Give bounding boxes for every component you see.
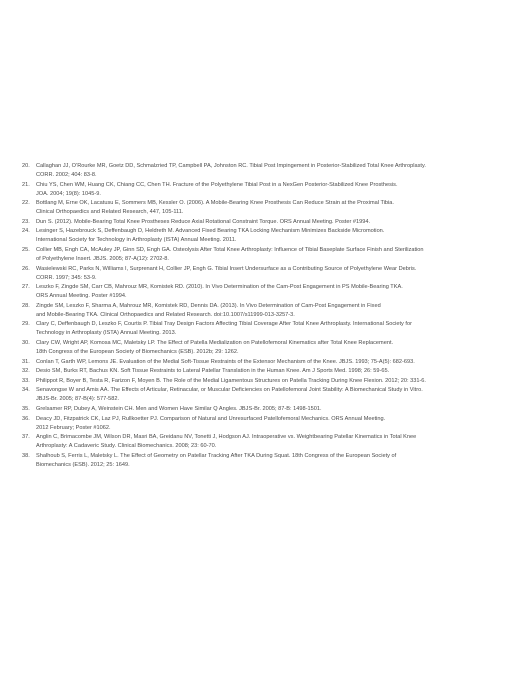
reference-text	[36, 377, 494, 386]
reference-number: 20.	[22, 163, 30, 169]
reference-item	[22, 415, 494, 433]
reference-line: JBJS-Br. 2005; 87-B(4): 577-582.	[36, 396, 120, 403]
reference-line: Grelsamer RP, Dubey A, Weinstein CH. Men and Women Have Similar Q Angles. JBJS-Br. 2005; 87-B: 1498-1501.	[36, 405, 322, 412]
reference-item	[22, 433, 494, 451]
reference-text	[36, 367, 494, 376]
reference-line: Dun S. (2012). Mobile-Bearing Total Knee Prostheses Reduce Axial Rotational Constraint Torque. ORS Annual Meeting. Poster #1994.	[36, 218, 371, 225]
reference-line: CORR. 2002; 404: 83-8.	[36, 172, 97, 178]
reference-number: 29.	[22, 321, 30, 328]
reference-number: 35.	[22, 405, 30, 412]
reference-number: 22.	[22, 200, 30, 207]
reference-number: 23.	[22, 218, 30, 225]
reference-list	[22, 162, 494, 470]
reference-text	[36, 199, 494, 217]
reference-number: 37.	[22, 434, 30, 441]
reference-text	[36, 415, 494, 433]
reference-line: Biomechanics (ESB). 2012; 25: 1649.	[36, 461, 130, 468]
reference-item	[22, 283, 494, 301]
reference-item	[22, 452, 494, 470]
reference-item	[22, 302, 494, 320]
reference-item	[22, 265, 494, 283]
reference-text	[36, 386, 494, 404]
reference-line: Lesinger S, Hazebrouck S, Deffenbaugh D, Heldreth M. Advanced Fixed Bearing TKA Locking Mechanism Minimizes Backside Micromotion.	[36, 228, 385, 235]
reference-text	[36, 265, 494, 283]
reference-number: 31.	[22, 358, 30, 365]
reference-line: Clinical Orthopaedics and Related Research, 447, 105-111.	[36, 209, 184, 216]
reference-text	[36, 320, 494, 338]
reference-item	[22, 405, 494, 414]
reference-line: Callaghan JJ, O’Rourke MR, Goetz DD, Schmalzried TP, Campbell PA, Johnston RC. Tibial Post Impingement in Posterior-Stabilized Total Knee Arthroplasty.	[36, 163, 426, 169]
reference-line: Desio SM, Burks RT, Bachus KN. Soft Tissue Restraints to Lateral Patellar Translation in the Human Knee. Am J Sports Med. 1998; 26: 59-65.	[36, 368, 390, 375]
reference-text	[36, 358, 494, 367]
reference-number: 27.	[22, 284, 30, 291]
reference-text	[36, 227, 494, 245]
reference-line: and Mobile-Bearing TKA. Clinical Orthopaedics and Related Research. doi:10.1007/s11999-013-3257-3.	[36, 311, 295, 318]
reference-text	[36, 218, 494, 227]
reference-number: 30.	[22, 339, 30, 346]
reference-text	[36, 162, 494, 180]
reference-line: Philippot R, Boyer B, Testa R, Farizon F, Moyen B. The Role of the Medial Ligamentous Structures on Patella Tracking During Knee Flexion. 2012; 20: 331-6.	[36, 377, 426, 384]
reference-line: Conlan T, Garth WP, Lemons JE. Evaluation of the Medial Soft-Tissue Restraints of the Extensor Mechanism of the Knee. JBJS. 1993; 75-A(5): 682-693.	[36, 358, 415, 365]
reference-line: Anglin C, Brimacombe JM, Wilson DR, Masri BA, Greidanu NV, Tonetti J, Hodgson AJ. Intraoperative vs. Weightbearing Patellar Kinematics in Total Knee	[36, 434, 417, 441]
reference-line: JOA. 2004; 19(8): 1045-9.	[36, 190, 101, 197]
reference-line: Technology in Arthroplasty (ISTA) Annual Meeting. 2013.	[36, 330, 177, 337]
reference-text	[36, 433, 494, 451]
reference-number: 33.	[22, 377, 30, 384]
reference-line: International Society for Technology in Arthroplasty (ISTA) Annual Meeting. 2011.	[36, 237, 237, 244]
reference-item	[22, 162, 494, 180]
reference-line: 2012 February; Poster #1062.	[36, 424, 111, 431]
reference-item	[22, 358, 494, 367]
reference-line: ORS Annual Meeting. Poster #1994.	[36, 293, 127, 300]
reference-line: Arthroplasty: A Cadaveric Study. Clinical Biomechanics. 2008; 23: 60-70.	[36, 443, 217, 450]
reference-line: 18th Congress of the European Society of Biomechanics (ESB). 2012b; 29: 1262.	[36, 348, 239, 355]
reference-number: 25.	[22, 246, 30, 253]
reference-item	[22, 339, 494, 357]
reference-line: Senavongse W and Amis AA. The Effects of Articular, Retinacular, or Muscular Deficiencies on Patellofemoral Joint Stability: A Biomechanical Study in Vitro.	[36, 387, 423, 394]
reference-text	[36, 405, 494, 414]
reference-number: 34.	[22, 387, 30, 394]
reference-number: 26.	[22, 265, 30, 272]
reference-line: of Polyethylene Insert. JBJS. 2005; 87-A(12): 2702-8.	[36, 255, 169, 262]
reference-line: Bottlang M, Erne OK, Lacatusu E, Sommers MB, Kessler O. (2006). A Mobile-Bearing Knee Prosthesis Can Reduce Strain at the Proximal Tibia.	[36, 200, 394, 207]
reference-item	[22, 377, 494, 386]
reference-item	[22, 386, 494, 404]
reference-line: Shalhoub S, Ferris L, Maletsky L. The Effect of Geometry on Patellar Tracking After TKA During Squat. 18th Congress of the European Society of	[36, 452, 397, 459]
reference-text	[36, 302, 494, 320]
reference-text	[36, 181, 494, 199]
reference-line: Leszko F, Zingde SM, Carr CB, Mahrouz MR, Komistek RD. (2010). In Vivo Determination of the Cam-Post Engagement in PS Mobile-Bearing TKA.	[36, 284, 403, 291]
reference-line: CORR. 1997; 345: 53-9.	[36, 274, 97, 281]
reference-number: 38.	[22, 452, 30, 459]
reference-line: Chiu YS, Chen WM, Huang CK, Chiang CC, Chen TH. Fracture of the Polyethylene Tibial Post in a NexGen Posterior-Stabilized Knee Prosthesis.	[36, 181, 398, 188]
reference-line: Clary CW, Wright AP, Komosa MC, Maletsky LP. The Effect of Patella Medialization on Patellofemoral Kinematics after Total Knee Replacement.	[36, 339, 394, 346]
reference-number: 24.	[22, 228, 30, 235]
reference-item	[22, 227, 494, 245]
reference-number: 28.	[22, 302, 30, 309]
reference-item	[22, 246, 494, 264]
reference-item	[22, 181, 494, 199]
reference-text	[36, 246, 494, 264]
reference-line: Zingde SM, Leszko F, Sharma A, Mahrouz MR, Komistek RD, Dennis DA. (2013). In Vivo Determination of Cam-Post Engagement in Fixed	[36, 302, 381, 309]
reference-line: Collier MB, Engh CA, McAuley JP, Ginn SD, Engh GA. Osteolysis After Total Knee Arthroplasty: Influence of Tibial Baseplate Surface Finish and Sterilization	[36, 246, 424, 253]
reference-text	[36, 339, 494, 357]
reference-item	[22, 199, 494, 217]
reference-line: Deacy JD, Fitzpatrick CK, Laz PJ, Rullkoetter PJ. Comparison of Natural and Unresurfaced Patellofemoral Mechanics. ORS Annual Meeting.	[36, 415, 386, 422]
reference-number: 36.	[22, 415, 30, 422]
reference-number: 21.	[22, 181, 30, 188]
reference-line: Wasielewski RC, Parks N, Williams I, Surprenant H, Collier JP, Engh G. Tibial Insert Undersurface as a Contributing Source of Polyethylene Wear Debris.	[36, 265, 417, 272]
reference-item	[22, 320, 494, 338]
reference-text	[36, 452, 494, 470]
reference-item	[22, 367, 494, 376]
reference-number: 32.	[22, 368, 30, 375]
reference-line: Clary C, Deffenbaugh D, Leszko F, Courtis P. Tibial Tray Design Factors Affecting Tibial Coverage After Total Knee Arthroplasty. International Society for	[36, 321, 412, 328]
reference-text	[36, 283, 494, 301]
reference-item	[22, 218, 494, 227]
